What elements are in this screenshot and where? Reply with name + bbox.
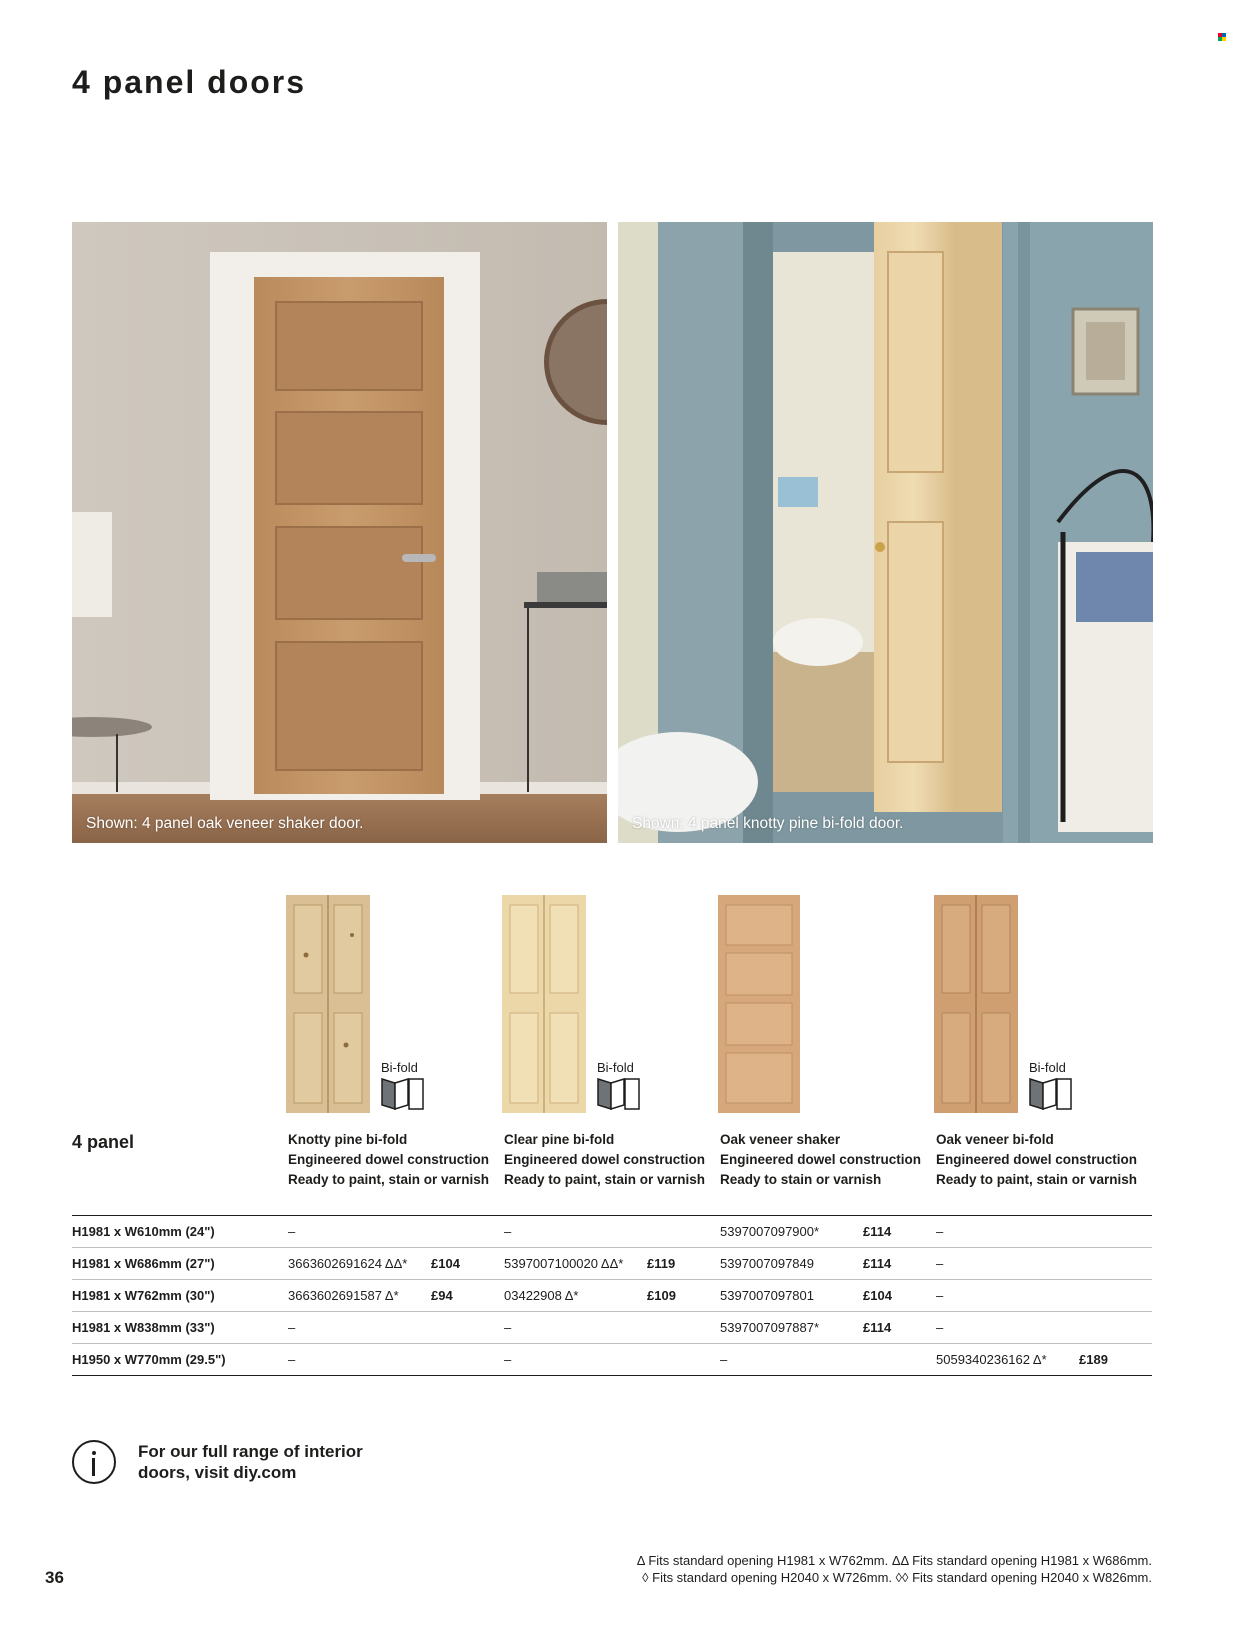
- price: [647, 1344, 720, 1376]
- product-code: –: [504, 1352, 512, 1367]
- price: £104: [431, 1256, 460, 1271]
- price: [647, 1216, 720, 1248]
- size-cell: H1950 x W770mm (29.5"): [72, 1352, 226, 1367]
- product-oak-veneer-bifold: [934, 895, 1144, 1115]
- product-finish: Ready to paint, stain or varnish: [936, 1172, 1138, 1187]
- price: [1079, 1248, 1152, 1280]
- product-name: Oak veneer bi-fold: [936, 1132, 1054, 1147]
- footnote-line-1: Δ Fits standard opening H1981 x W762mm. ΔΔ Fits standard opening H1981 x W686mm.: [636, 1553, 1152, 1568]
- price: [647, 1312, 720, 1344]
- price: [431, 1344, 504, 1376]
- size-price-table: [72, 1215, 1152, 1376]
- table-row: [72, 1312, 1152, 1344]
- product-knotty-pine-bifold: [286, 895, 496, 1115]
- product-code: –: [288, 1352, 296, 1367]
- product-code: –: [504, 1224, 512, 1239]
- size-cell: H1981 x W762mm (30"): [72, 1288, 215, 1303]
- table-row: [72, 1280, 1152, 1312]
- bifold-label: Bi-fold: [1029, 1060, 1066, 1075]
- product-oak-veneer-shaker: [718, 895, 928, 1115]
- product-description: [504, 1130, 714, 1190]
- bifold-label: Bi-fold: [381, 1060, 418, 1075]
- size-cell: H1981 x W610mm (24"): [72, 1224, 215, 1239]
- price: £119: [647, 1256, 676, 1271]
- product-code: –: [288, 1320, 296, 1335]
- price: £114: [863, 1224, 892, 1239]
- product-code: 5397007097887*: [720, 1320, 820, 1335]
- photo-caption-left: Shown: 4 panel oak veneer shaker door.: [86, 815, 364, 832]
- brand-dot-yellow: [1222, 37, 1226, 41]
- price: £189: [1079, 1352, 1108, 1367]
- info-icon: [72, 1440, 116, 1484]
- bifold-icon: [381, 1078, 425, 1110]
- brand-logo-dots: [1218, 33, 1226, 41]
- photo-oak-shaker-door: [72, 222, 607, 843]
- door-image-knotty-pine: [286, 895, 370, 1113]
- price: [1079, 1280, 1152, 1312]
- product-code: –: [288, 1224, 296, 1239]
- product-finish: Ready to stain or varnish: [720, 1172, 882, 1187]
- price: £94: [431, 1288, 453, 1303]
- price: [1079, 1312, 1152, 1344]
- price: [431, 1216, 504, 1248]
- bifold-icon: [1029, 1078, 1073, 1110]
- table-row: [72, 1344, 1152, 1376]
- table-row: [72, 1216, 1152, 1248]
- product-code: –: [936, 1256, 944, 1271]
- product-construction: Engineered dowel construction: [504, 1152, 706, 1167]
- product-name: Oak veneer shaker: [720, 1132, 841, 1147]
- price: £114: [863, 1320, 892, 1335]
- footnotes: [637, 1552, 1152, 1586]
- door-image-oak-shaker: [718, 895, 800, 1113]
- photo-caption-right: Shown: 4 panel knotty pine bi-fold door.: [632, 815, 904, 832]
- footnote-line-2: ◊ Fits standard opening H2040 x W726mm. ◊◊ Fits standard opening H2040 x W826mm.: [642, 1570, 1152, 1585]
- door-image-oak-bifold: [934, 895, 1018, 1113]
- product-code: –: [936, 1288, 944, 1303]
- bifold-icon: [597, 1078, 641, 1110]
- price: £109: [647, 1288, 676, 1303]
- bifold-label: Bi-fold: [597, 1060, 634, 1075]
- info-text: [138, 1441, 363, 1483]
- product-finish: Ready to paint, stain or varnish: [504, 1172, 706, 1187]
- table-row: [72, 1248, 1152, 1280]
- product-code: 5397007100020 ΔΔ*: [504, 1256, 624, 1271]
- product-code: –: [720, 1352, 728, 1367]
- product-name: Knotty pine bi-fold: [288, 1132, 408, 1147]
- product-code: 5397007097900*: [720, 1224, 820, 1239]
- page-title: 4 panel doors: [72, 64, 307, 100]
- product-name: Clear pine bi-fold: [504, 1132, 615, 1147]
- price: [1079, 1216, 1152, 1248]
- size-cell: H1981 x W686mm (27"): [72, 1256, 215, 1271]
- product-clear-pine-bifold: [502, 895, 712, 1115]
- product-code: 5397007097801: [720, 1288, 814, 1303]
- door-image-clear-pine: [502, 895, 586, 1113]
- product-description: [720, 1130, 930, 1190]
- price: [431, 1312, 504, 1344]
- product-code: –: [504, 1320, 512, 1335]
- price: £104: [863, 1288, 892, 1303]
- product-description: [936, 1130, 1146, 1190]
- info-line-1: For our full range of interior: [138, 1442, 363, 1461]
- size-cell: H1981 x W838mm (33"): [72, 1320, 215, 1335]
- product-construction: Engineered dowel construction: [936, 1152, 1138, 1167]
- product-description: [288, 1130, 498, 1190]
- product-construction: Engineered dowel construction: [288, 1152, 490, 1167]
- section-label: 4 panel: [72, 1132, 135, 1152]
- product-construction: Engineered dowel construction: [720, 1152, 922, 1167]
- product-finish: Ready to paint, stain or varnish: [288, 1172, 490, 1187]
- product-code: –: [936, 1320, 944, 1335]
- price: [863, 1344, 936, 1376]
- product-code: 5059340236162 Δ*: [936, 1352, 1047, 1367]
- product-code: 5397007097849: [720, 1256, 814, 1271]
- price: £114: [863, 1256, 892, 1271]
- product-code: 03422908 Δ*: [504, 1288, 579, 1303]
- product-code: –: [936, 1224, 944, 1239]
- page-number: 36: [45, 1568, 64, 1587]
- product-code: 3663602691587 Δ*: [288, 1288, 399, 1303]
- photo-knotty-pine-bifold-door: [618, 222, 1153, 843]
- info-line-2: doors, visit diy.com: [138, 1463, 297, 1482]
- product-code: 3663602691624 ΔΔ*: [288, 1256, 408, 1271]
